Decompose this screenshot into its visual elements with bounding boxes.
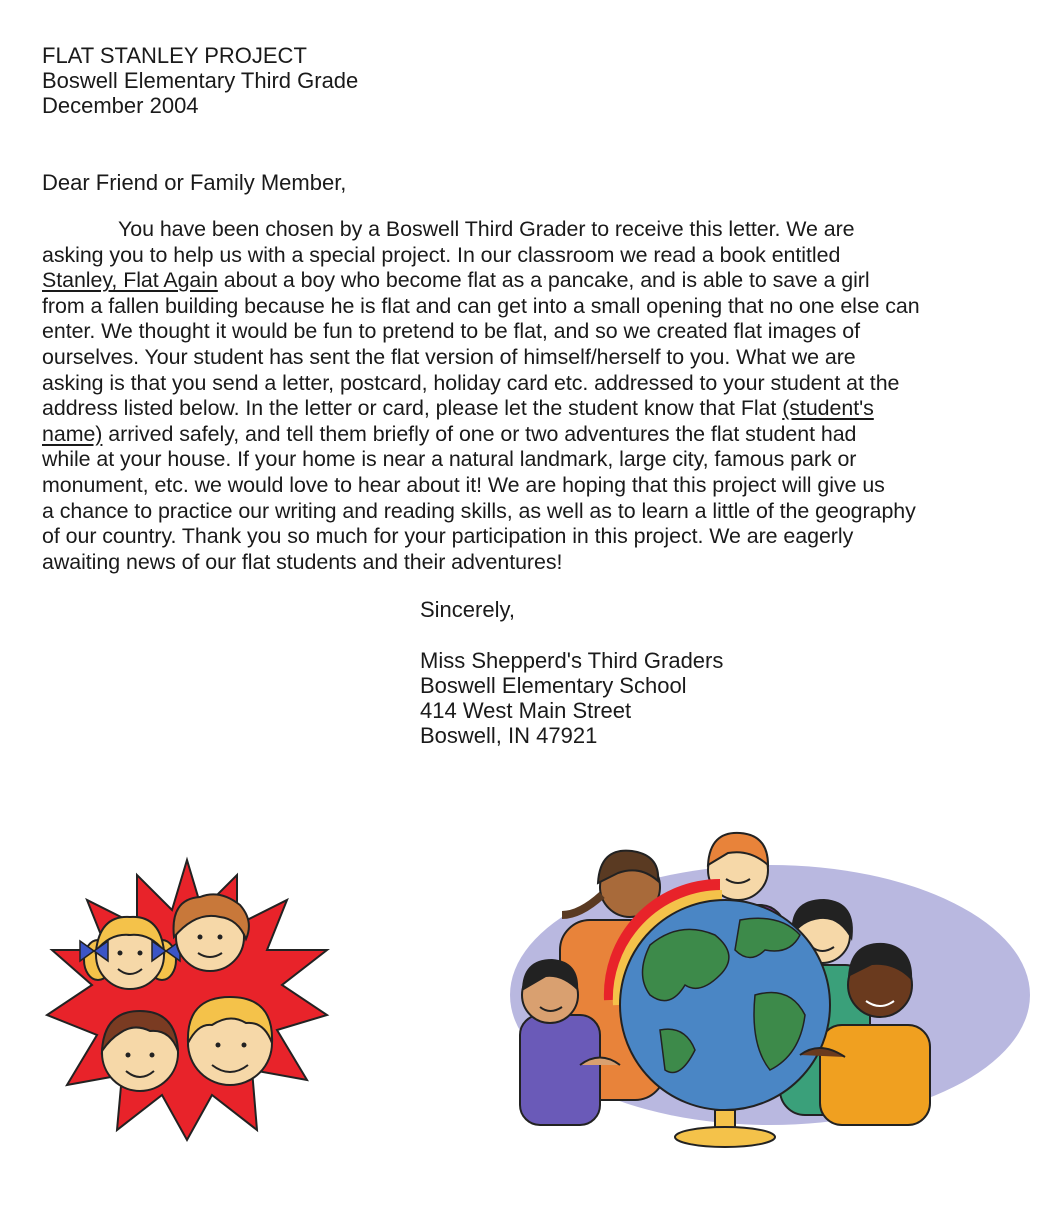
book-title: Stanley, Flat Again [42,268,218,293]
body-line: from a fallen building because he is flat and can get into a small opening that no one else can [42,293,920,318]
signature-city: Boswell, IN 47921 [420,723,598,748]
body-line: asking is that you send a letter, postcard, holiday card etc. addressed to your student at the [42,370,900,395]
signature-block [420,648,723,748]
signature-street: 414 West Main Street [420,698,632,723]
project-title: FLAT STANLEY PROJECT [42,43,307,68]
body-line: asking you to help us with a special project. In our classroom we read a book entitled [42,242,841,267]
kids-faces-starburst-illustration [42,855,332,1145]
letter-date: December 2004 [42,93,199,118]
body-line: awaiting news of our flat students and their adventures! [42,549,563,574]
body-line: name) arrived safely, and tell them briefly of one or two adventures the flat student had [42,421,857,446]
body-line: of our country. Thank you so much for your participation in this project. We are eagerly [42,524,854,549]
student-name-placeholder: (student's [782,396,874,421]
kids-around-globe-illustration [500,825,1040,1155]
signature-name: Miss Shepperd's Third Graders [420,648,724,673]
school-grade: Boswell Elementary Third Grade [42,68,359,93]
body-line: monument, etc. we would love to hear about it! We are hoping that this project will give us [42,472,885,497]
salutation: Dear Friend or Family Member, [42,170,347,195]
body-line: You have been chosen by a Boswell Third Grader to receive this letter. We are [118,217,855,241]
blond-boy-face [188,997,272,1085]
student-name-placeholder-end: name) [42,421,103,446]
body-line: while at your house. If your home is near a natural landmark, large city, famous park or [42,447,857,472]
signature-school: Boswell Elementary School [420,673,687,698]
body-line: address listed below. In the letter or card, please let the student know that Flat (student's [42,396,874,421]
body-line: ourselves. Your student has sent the flat version of himself/herself to you. What we are [42,344,856,369]
body-line: enter. We thought it would be fun to pretend to be flat, and so we created flat images of [42,319,861,344]
letter-header [42,43,358,118]
closing: Sincerely, [420,597,515,622]
letter-body [42,217,1042,575]
body-line: Stanley, Flat Again about a boy who become flat as a pancake, and is able to save a girl [42,268,870,293]
body-line: a chance to practice our writing and reading skills, as well as to learn a little of the geography [42,498,916,523]
brown-hair-boy-face [102,1011,178,1091]
